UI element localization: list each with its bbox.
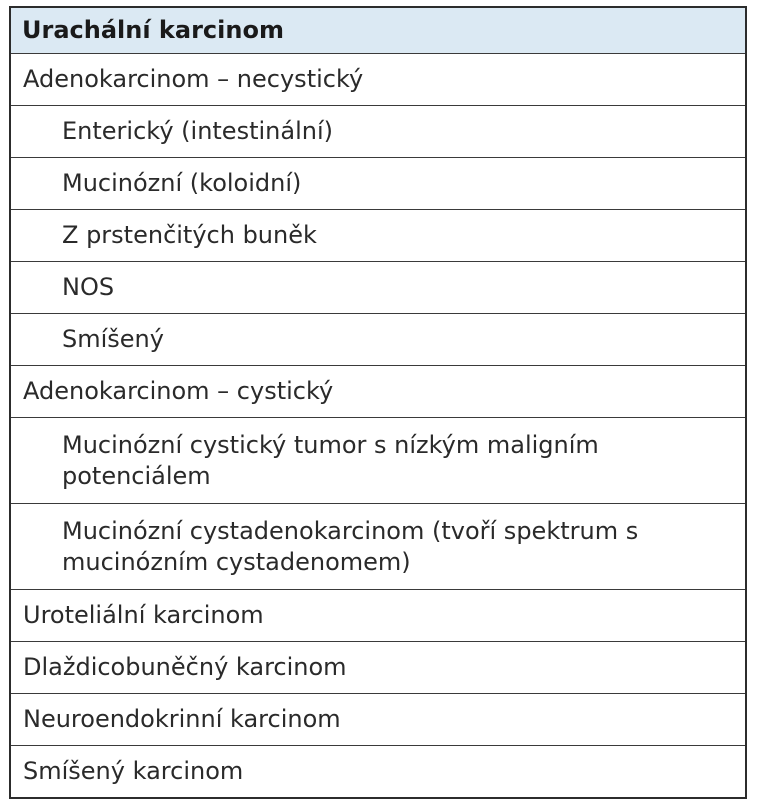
table-row bbox=[11, 53, 745, 105]
row-label: NOS bbox=[62, 273, 115, 301]
row-label: Z prstenčitých buněk bbox=[62, 221, 317, 249]
row-label: Neuroendokrinní karcinom bbox=[23, 705, 341, 733]
table-row bbox=[11, 503, 745, 589]
table-row bbox=[11, 365, 745, 417]
table-row bbox=[11, 745, 745, 797]
row-label: Mucinózní cystický tumor s nízkým maligním potenciálem bbox=[62, 430, 599, 490]
row-label: Smíšený bbox=[62, 325, 164, 353]
table-header-label: Urachální karcinom bbox=[22, 16, 284, 44]
table-row bbox=[11, 641, 745, 693]
row-label: Smíšený karcinom bbox=[23, 757, 244, 785]
row-label: Enterický (intestinální) bbox=[62, 117, 333, 145]
table-row bbox=[11, 105, 745, 157]
row-label: Adenokarcinom – necystický bbox=[23, 65, 364, 93]
row-label: Uroteliální karcinom bbox=[23, 601, 264, 629]
table-row bbox=[11, 313, 745, 365]
classification-table bbox=[9, 6, 747, 799]
row-label: Mucinózní cystadenokarcinom (tvoří spektrum s mucinózním cystadenomem) bbox=[62, 516, 639, 576]
table-row bbox=[11, 157, 745, 209]
row-label: Dlaždicobuněčný karcinom bbox=[23, 653, 347, 681]
table-row bbox=[11, 209, 745, 261]
table-row bbox=[11, 589, 745, 641]
table-row bbox=[11, 261, 745, 313]
table-header bbox=[11, 8, 745, 53]
row-label: Adenokarcinom – cystický bbox=[23, 377, 334, 405]
row-label: Mucinózní (koloidní) bbox=[62, 169, 302, 197]
table-row bbox=[11, 693, 745, 745]
table-row bbox=[11, 417, 745, 503]
